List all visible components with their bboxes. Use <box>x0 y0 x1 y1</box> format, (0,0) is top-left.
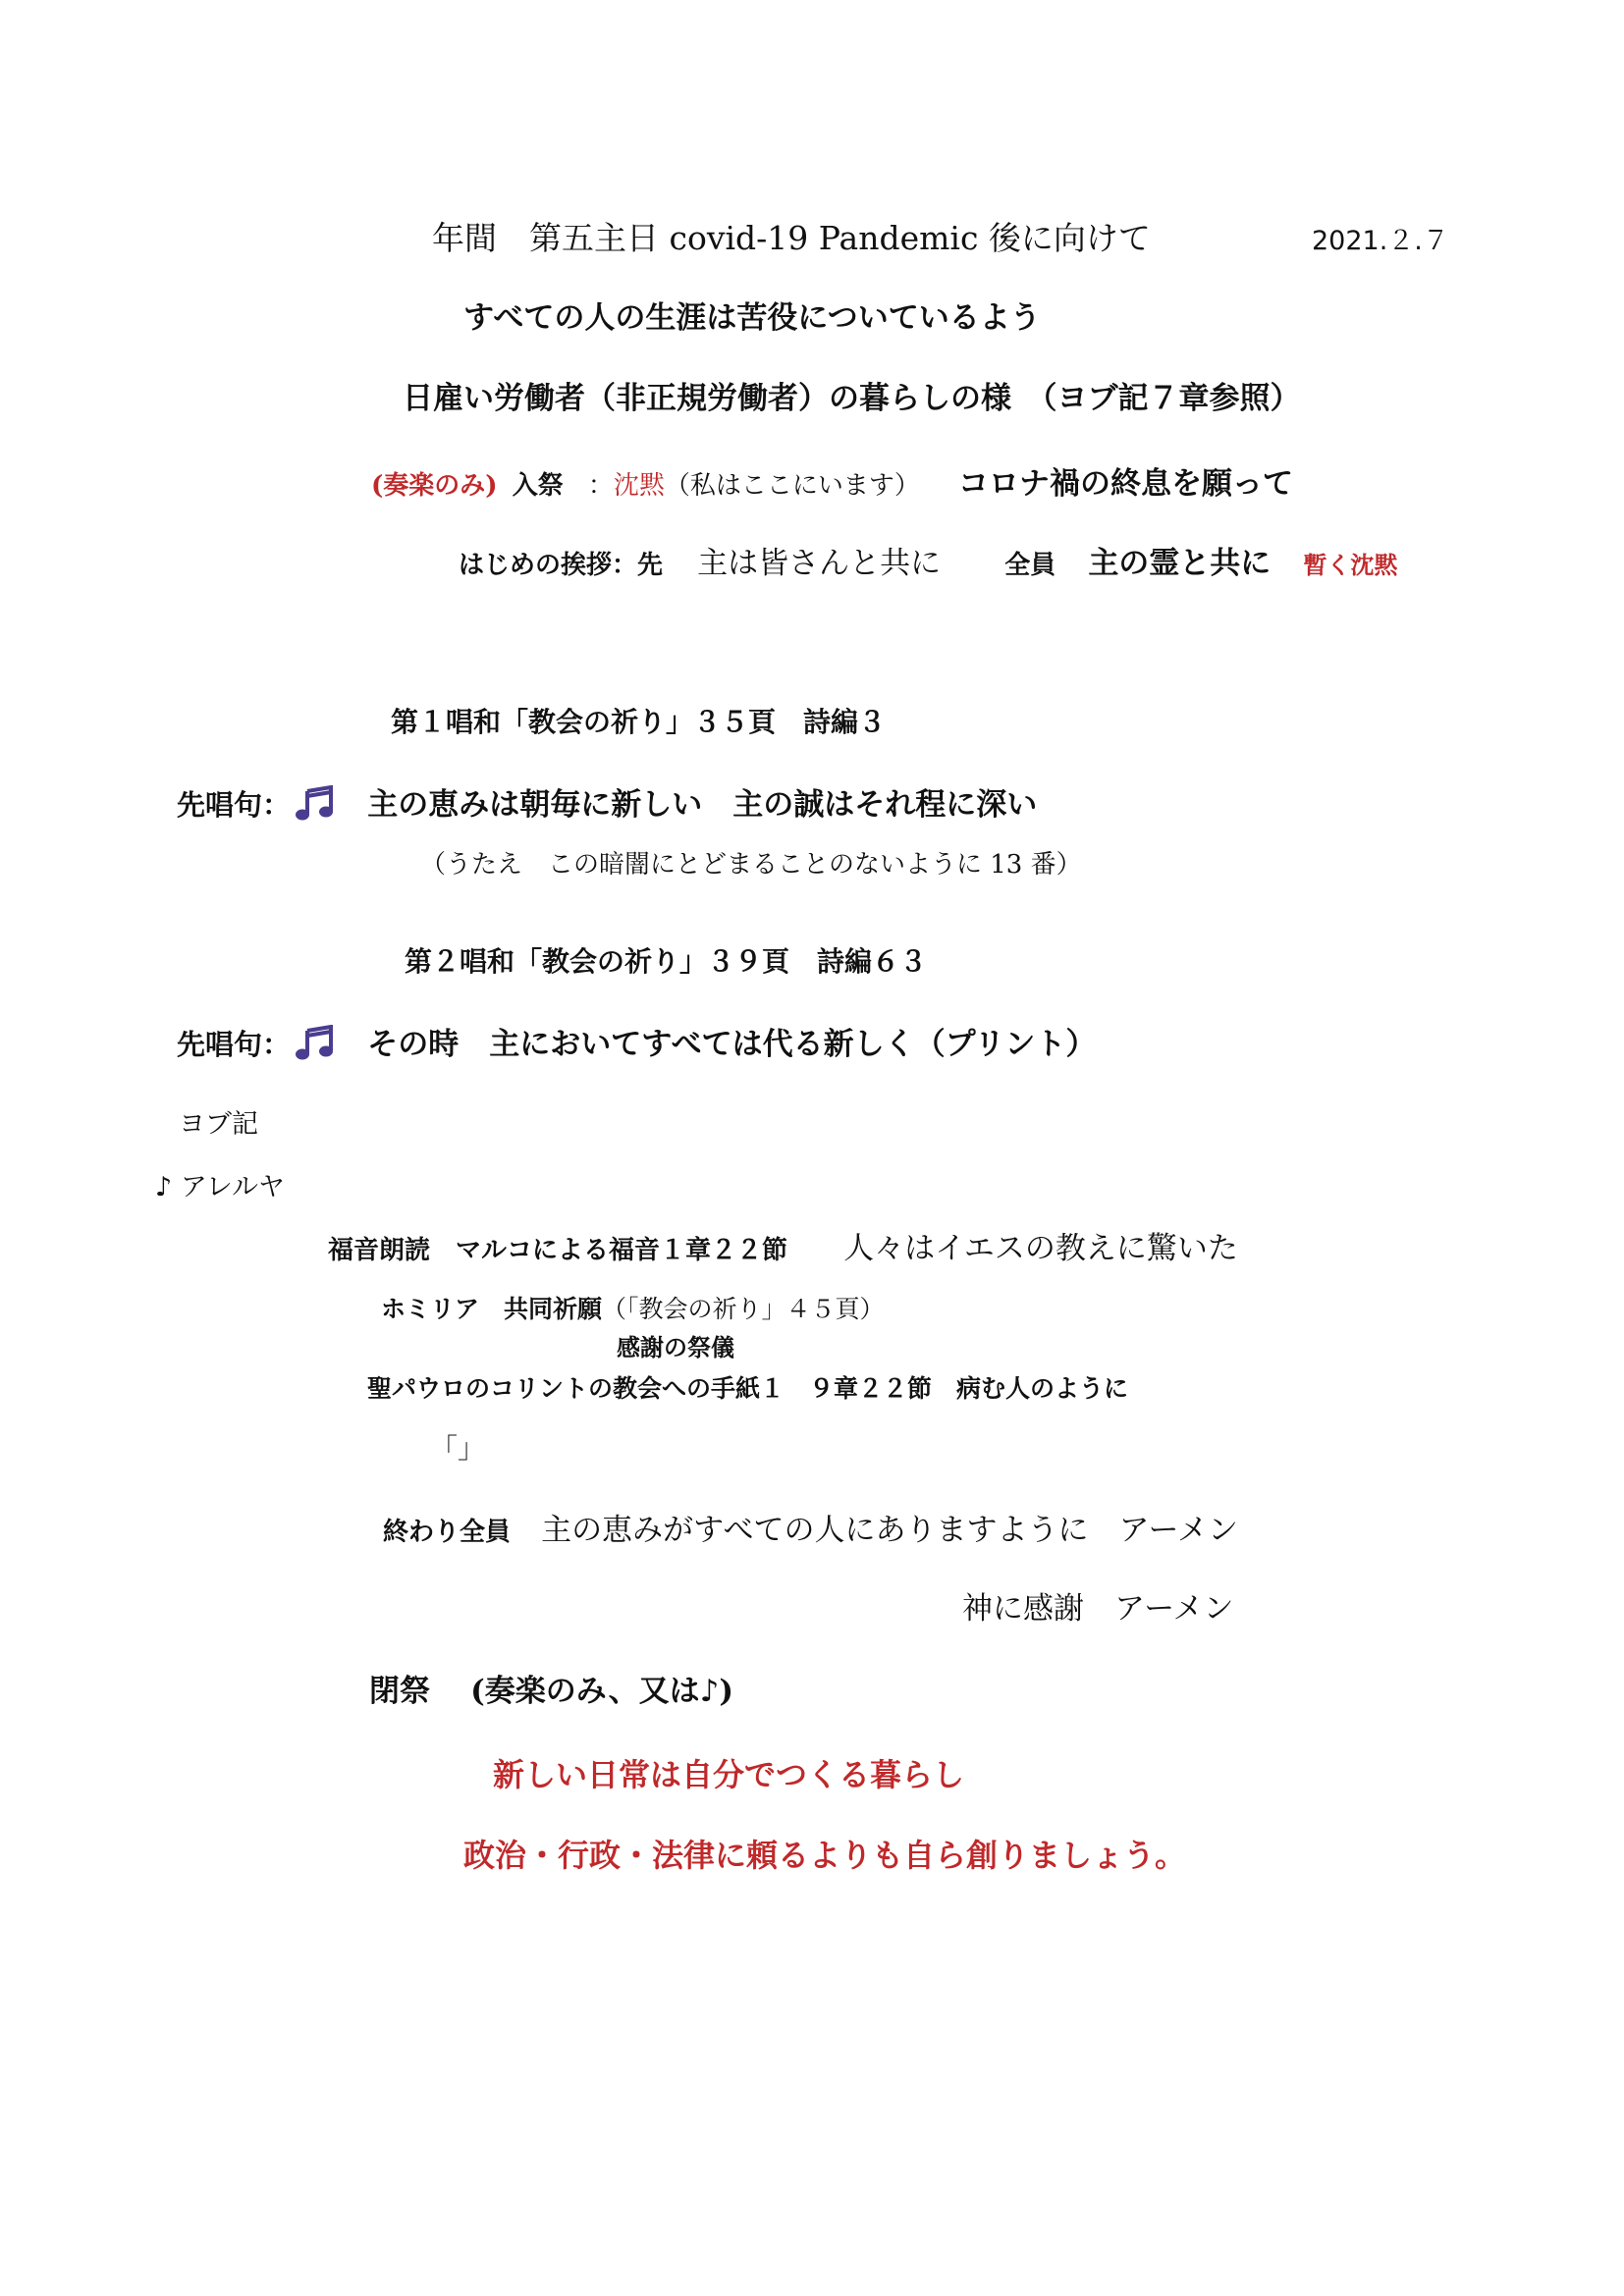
gospel-line <box>328 1231 1238 1266</box>
psalm2-antiphon-line <box>177 1025 1096 1065</box>
greeting-response: 主の霊と共に <box>1088 546 1272 581</box>
page-title: 年間 第五主日 covid-19 Pandemic 後に向けて <box>432 219 1151 257</box>
reading-job: ヨブ記 <box>179 1109 258 1140</box>
closing-line <box>383 1513 1239 1548</box>
date: 2021.２.７ <box>1312 226 1449 256</box>
entrance-line <box>371 466 1293 502</box>
music-note-icon <box>296 1025 337 1065</box>
pause-label: 暫く沈黙 <box>1303 551 1398 579</box>
message-line-1: 新しい日常は自分でつくる暮らし <box>493 1756 965 1793</box>
music-only-label: (奏楽のみ) <box>371 471 498 501</box>
greeting-label: はじめの挨拶：先 <box>459 551 664 580</box>
homily-line <box>381 1297 885 1321</box>
homily-ref: （「教会の祈り」４５頁） <box>602 1295 885 1323</box>
music-note-icon <box>296 785 337 826</box>
closing-label: 終わり全員 <box>383 1518 512 1547</box>
end-line <box>369 1674 734 1709</box>
greeting-all-label: 全員 <box>1004 551 1056 580</box>
greeting-line <box>459 546 1398 581</box>
end-label: 閉祭 <box>369 1674 430 1709</box>
letter-reading: 聖パウロのコリントの教会への手紙１ ９章２２節 病む人のように <box>367 1374 1129 1403</box>
closing-thanks: 神に感謝 アーメン <box>962 1591 1234 1627</box>
alleluia: ♪ アレルヤ <box>155 1172 286 1202</box>
entrance-song: （私はここにいます） <box>664 471 920 501</box>
entrance-intention: コロナ禍の終息を願って <box>957 466 1293 502</box>
closing-blessing: 主の恵みがすべての人にありますように アーメン <box>541 1513 1239 1548</box>
message-line-2: 政治・行政・法律に頼るよりも自ら創りましょう。 <box>463 1837 1187 1874</box>
entrance-colon: ： <box>587 471 614 501</box>
antiphon-label: 先唱句： <box>177 788 292 822</box>
gospel-summary: 人々はイエスの教えに驚いた <box>843 1231 1238 1266</box>
psalm1-note: （うたえ この暗闇にとどまることのないように 13 番） <box>420 850 1082 880</box>
gospel-label: 福音朗読 マルコによる福音１章２２節 <box>328 1236 788 1265</box>
psalm2-title: 第２唱和「教会の祈り」３９頁 詩編６３ <box>405 945 928 978</box>
end-note: (奏楽のみ、又は♪) <box>470 1674 734 1709</box>
subtitle-2: 日雇い労働者（非正規労働者）の暮らしの様 （ヨブ記７章参照） <box>403 381 1301 416</box>
psalm1-antiphon: 主の恵みは朝毎に新しい 主の誠はそれ程に深い <box>367 787 1038 823</box>
psalm1-antiphon-line <box>177 785 1037 826</box>
antiphon-label: 先唱句： <box>177 1028 292 1061</box>
psalm1-title: 第１唱和「教会の祈り」３５頁 詩編３ <box>391 706 887 738</box>
subtitle-1: すべての人の生涯は苦役についているよう <box>463 300 1041 336</box>
silence-label: 沈黙 <box>613 471 665 501</box>
quote-brackets: 「」 <box>430 1432 486 1465</box>
entrance-label: 入祭 <box>512 471 564 501</box>
psalm2-antiphon: その時 主においてすべては代る新しく（プリント） <box>367 1027 1097 1062</box>
homily-label: ホミリア 共同祈願 <box>381 1295 603 1323</box>
greeting-priest: 主は皆さんと共に <box>697 546 942 581</box>
thanksgiving-label: 感謝の祭儀 <box>617 1333 734 1362</box>
